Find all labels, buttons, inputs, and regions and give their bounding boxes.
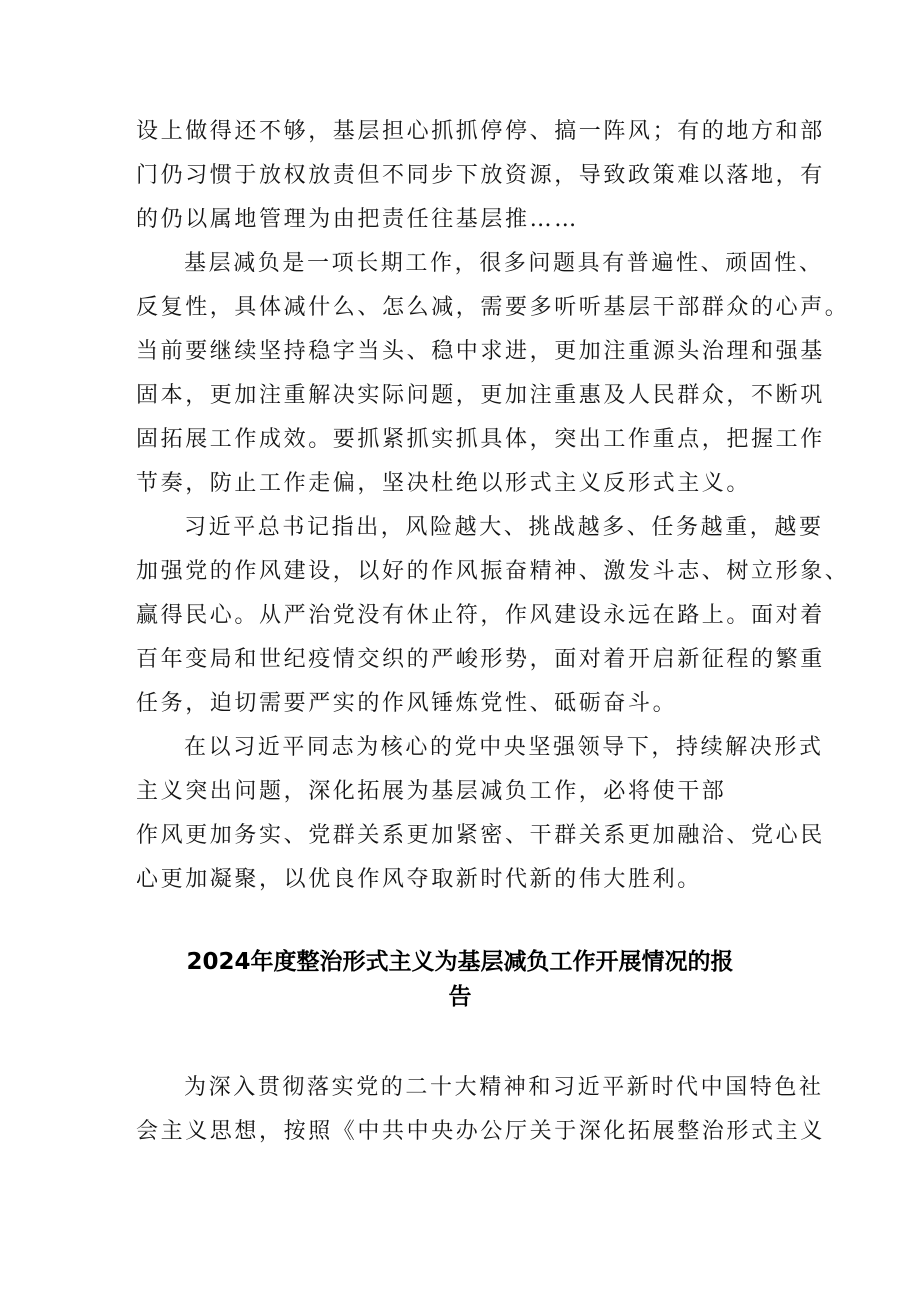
text-line: 主义突出问题，深化拓展为基层减负工作，必将使干部 xyxy=(136,779,727,804)
text-line: 固拓展工作成效。要抓紧抓实抓具体，突出工作重点，把握工作 xyxy=(136,427,825,452)
text-line: 作风更加务实、党群关系更加紧密、干群关系更加融洽、党心民 xyxy=(136,823,825,848)
text-line: 当前要继续坚持稳字当头、稳中求进，更加注重源头治理和强基 xyxy=(136,339,825,364)
section-title: 2024年度整治形式主义为基层减负工作开展情况的报 xyxy=(186,949,734,975)
text-line: 反复性，具体减什么、怎么减，需要多听听基层干部群众的心声。 xyxy=(136,295,850,320)
text-line: 百年变局和世纪疫情交织的严峻形势，面对着开启新征程的繁重 xyxy=(136,647,825,672)
paragraph-start-line: 习近平总书记指出，风险越大、挑战越多、任务越重，越要 xyxy=(184,515,824,540)
text-line: 的仍以属地管理为由把责任往基层推…… xyxy=(136,207,579,232)
section-title-continued: 告 xyxy=(448,984,472,1010)
paragraph-start-line: 基层减负是一项长期工作，很多问题具有普遍性、顽固性、 xyxy=(184,251,824,276)
text-line: 心更加凝聚，以优良作风夺取新时代新的伟大胜利。 xyxy=(136,867,702,892)
paragraph-start-line: 为深入贯彻落实党的二十大精神和习近平新时代中国特色社 xyxy=(184,1075,824,1100)
paragraph-start-line: 在以习近平同志为核心的党中央坚强领导下，持续解决形式 xyxy=(184,735,824,760)
text-line: 加强党的作风建设，以好的作风振奋精神、激发斗志、树立形象、 xyxy=(136,559,850,584)
text-line: 任务，迫切需要严实的作风锤炼党性、砥砺奋斗。 xyxy=(136,691,678,716)
text-line: 固本，更加注重解决实际问题，更加注重惠及人民群众，不断巩 xyxy=(136,383,825,408)
text-line: 设上做得还不够，基层担心抓抓停停、搞一阵风；有的地方和部 xyxy=(136,119,825,144)
text-line: 会主义思想，按照《中共中央办公厅关于深化拓展整治形式主义 xyxy=(136,1119,825,1144)
text-line: 节奏，防止工作走偏，坚决杜绝以形式主义反形式主义。 xyxy=(136,471,752,496)
text-line: 赢得民心。从严治党没有休止符，作风建设永远在路上。面对着 xyxy=(136,603,825,628)
text-line: 门仍习惯于放权放责但不同步下放资源，导致政策难以落地，有 xyxy=(136,163,825,188)
